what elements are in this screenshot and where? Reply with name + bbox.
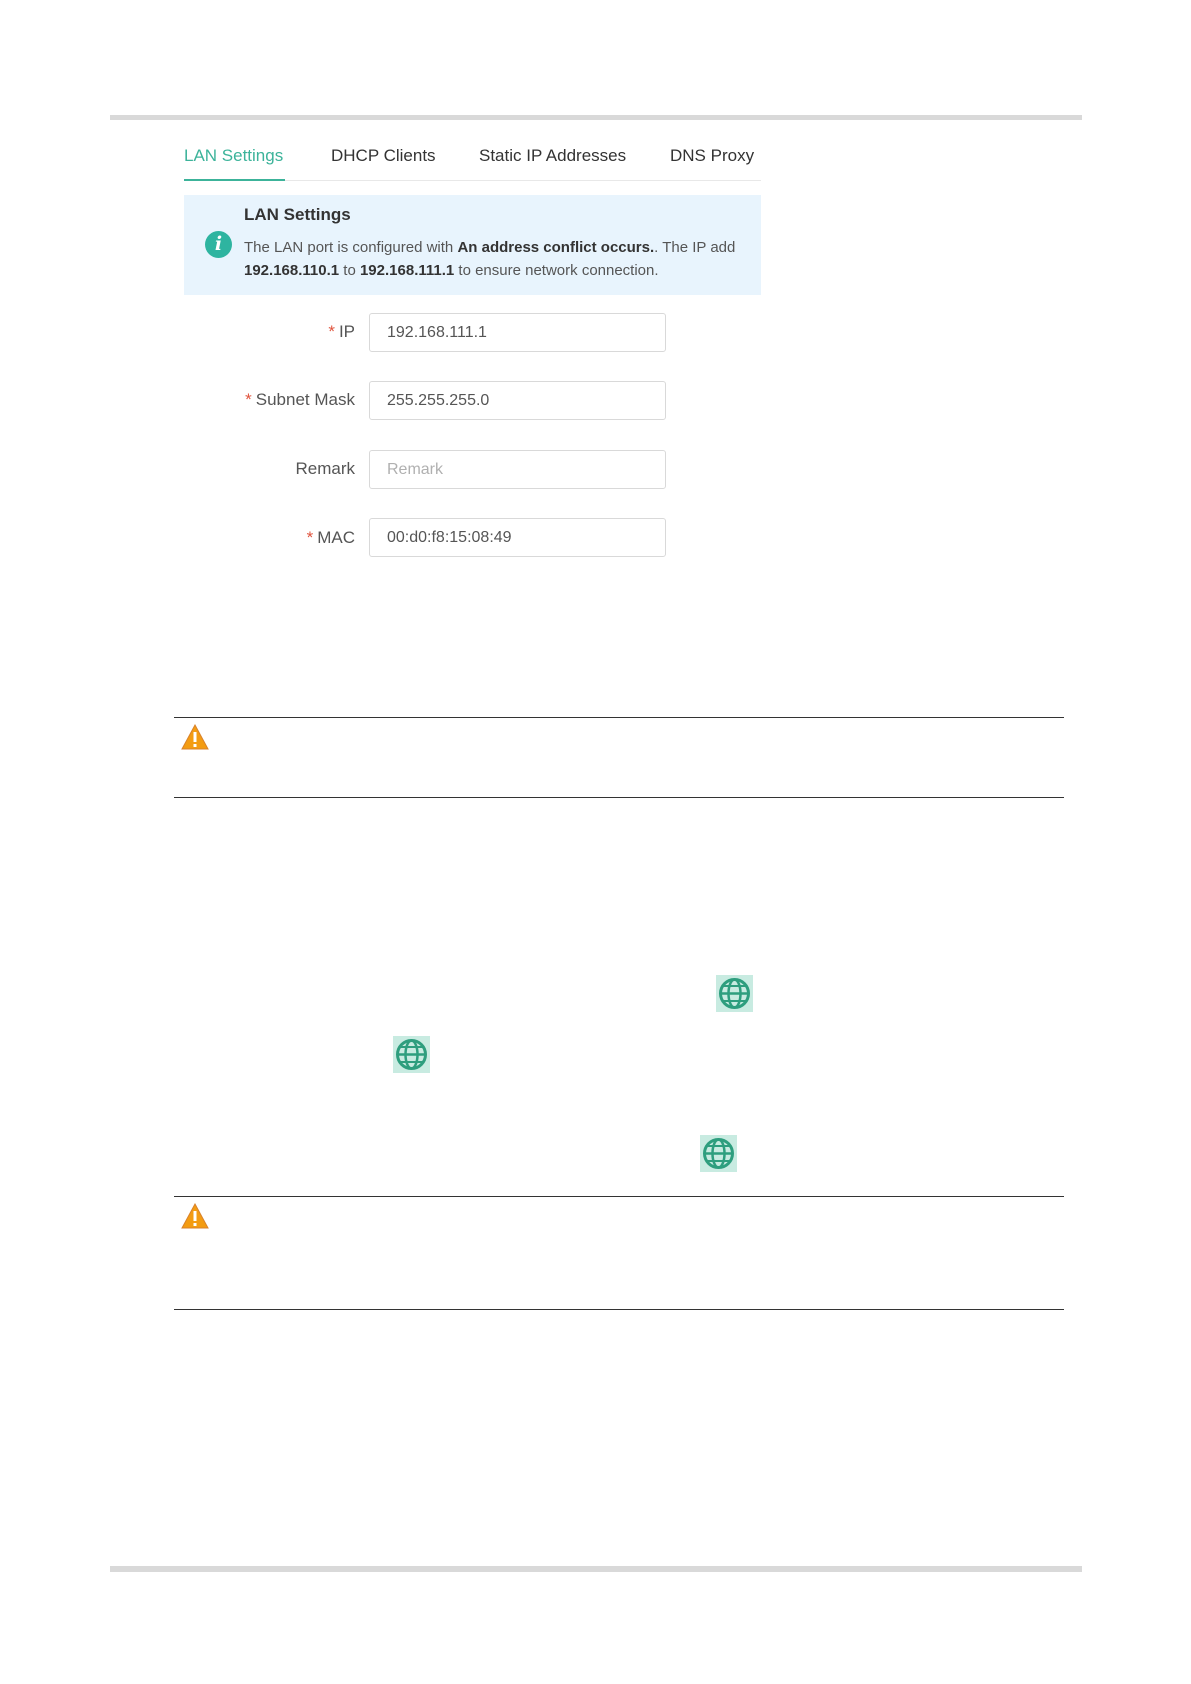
ip-input[interactable] bbox=[369, 313, 666, 352]
tab-static-ip-addresses[interactable]: Static IP Addresses bbox=[479, 146, 627, 165]
required-mark: * bbox=[328, 322, 335, 341]
info-text-line1 bbox=[244, 239, 735, 256]
note-bottom-rule bbox=[174, 797, 1064, 798]
tab-bar bbox=[184, 130, 761, 181]
warning-icon bbox=[181, 724, 209, 750]
note-top-rule bbox=[174, 1196, 1064, 1197]
mac-label-text: MAC bbox=[317, 528, 355, 547]
info-ip-from: 192.168.110.1 bbox=[244, 262, 340, 279]
tab-dhcp-clients[interactable]: DHCP Clients bbox=[331, 146, 436, 165]
remark-label bbox=[135, 459, 355, 479]
info-text: to bbox=[339, 262, 360, 279]
required-mark: * bbox=[306, 528, 314, 547]
info-text-bold: An address conflict occurs. bbox=[457, 239, 655, 256]
mac-label bbox=[135, 528, 355, 548]
page-footer-rule bbox=[110, 1566, 1082, 1572]
note-top-rule bbox=[174, 717, 1064, 718]
note-bottom-rule bbox=[174, 1309, 1064, 1310]
globe-icon bbox=[393, 1036, 430, 1073]
required-mark: * bbox=[245, 390, 252, 409]
info-alert bbox=[184, 195, 761, 295]
globe-icon bbox=[700, 1135, 737, 1172]
globe-icon bbox=[716, 975, 753, 1012]
remark-input[interactable] bbox=[369, 450, 666, 489]
info-text: The LAN port is configured with bbox=[244, 239, 458, 256]
info-ip-to: 192.168.111.1 bbox=[359, 262, 455, 279]
tab-dns-proxy[interactable]: DNS Proxy bbox=[670, 146, 755, 165]
warning-icon bbox=[181, 1203, 209, 1229]
remark-label-text: Remark bbox=[295, 459, 355, 478]
subnet-mask-label-text: Subnet Mask bbox=[255, 390, 355, 409]
tab-lan-settings[interactable]: LAN Settings bbox=[184, 146, 284, 165]
info-title: LAN Settings bbox=[244, 205, 351, 224]
info-icon: i bbox=[205, 231, 232, 258]
active-tab-indicator bbox=[184, 179, 285, 181]
ip-label-text: IP bbox=[338, 322, 355, 341]
page-header-rule bbox=[110, 115, 1082, 120]
ip-label bbox=[135, 322, 355, 342]
subnet-mask-label bbox=[135, 390, 355, 410]
subnet-mask-input[interactable] bbox=[369, 381, 666, 420]
mac-input[interactable] bbox=[369, 518, 666, 557]
info-text-line2 bbox=[244, 262, 659, 279]
info-text: . The IP add bbox=[654, 239, 736, 256]
info-text: to ensure network connection. bbox=[454, 262, 659, 279]
